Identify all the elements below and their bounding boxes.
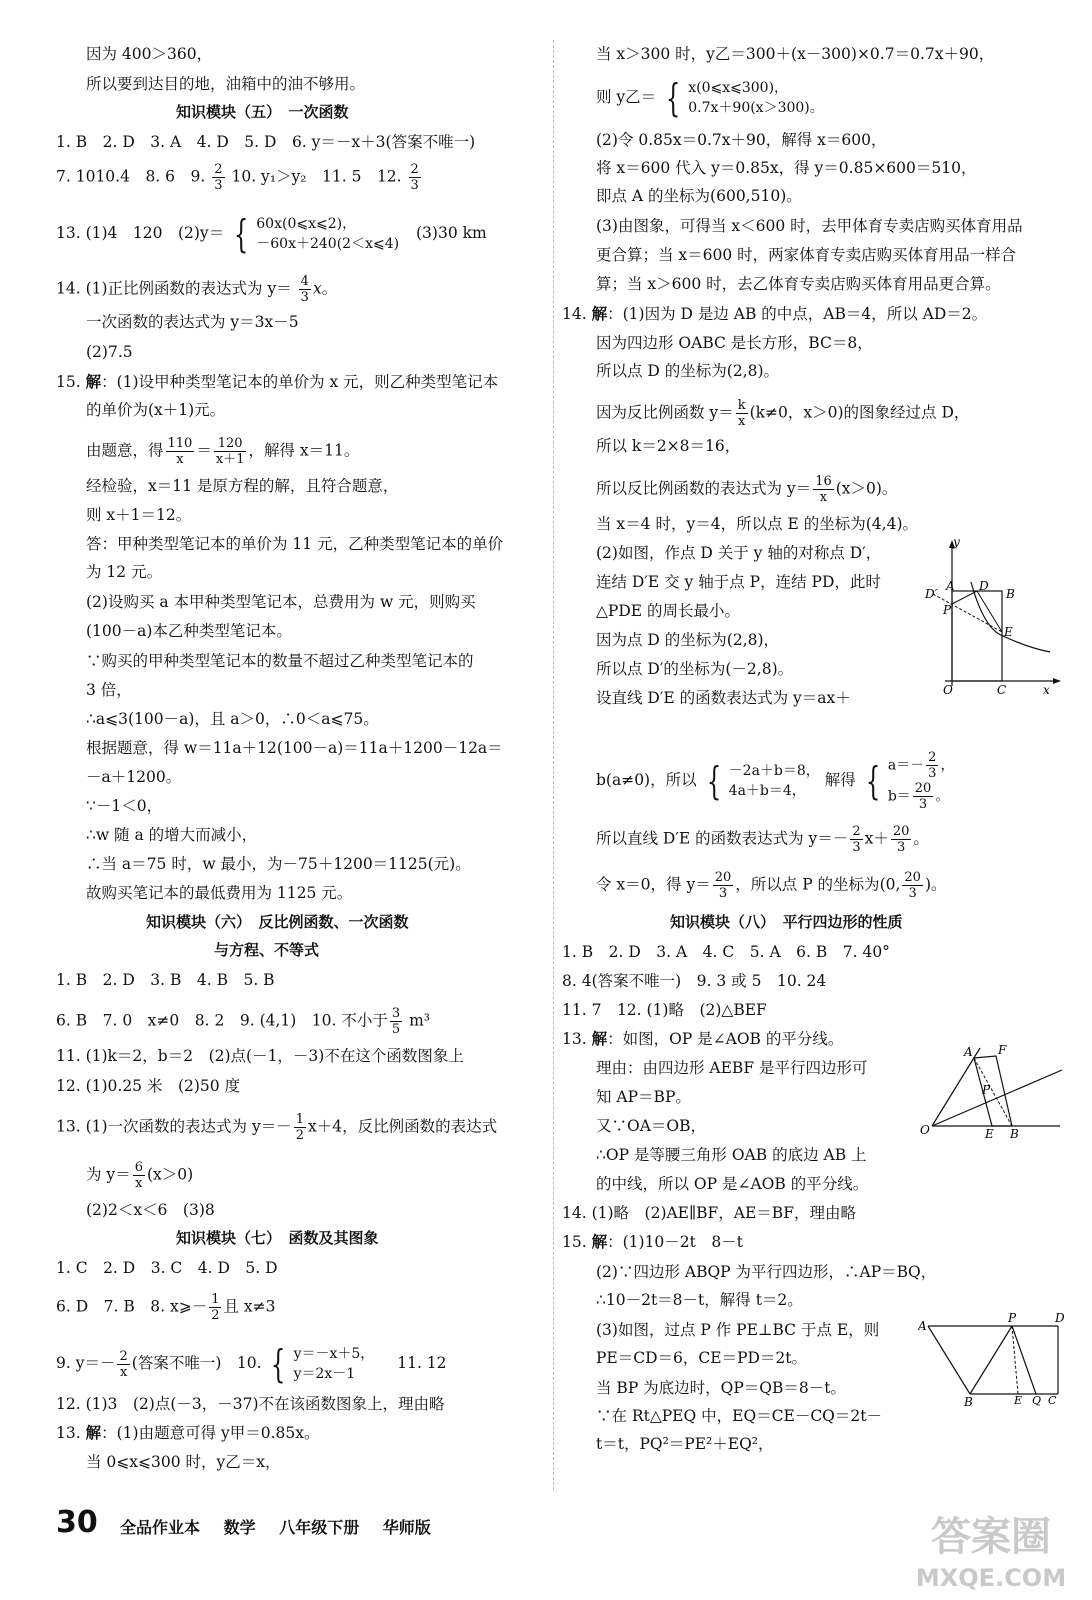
fraction: $\frac{4}{3}$ — [300, 274, 309, 305]
answer-text: ：(1)设甲种类型笔记本的单价为 x 元，则乙种类型笔记本 — [101, 373, 499, 391]
fraction: $\frac{6}{x}$ — [134, 1160, 143, 1191]
answer-line: 13. (1)一次函数的表达式为 y＝－ $\frac{1}{2}$ x＋4，反比例函数的表达式 — [56, 1112, 498, 1143]
label-b: B — [1010, 1127, 1019, 1141]
answer-line: 1. B 2. D 3. A 4. D 5. D 6. y＝－x＋3(答案不唯一) — [56, 133, 476, 151]
label-e: E — [985, 1127, 994, 1141]
section-heading-7: 知识模块（七） 函数及其图象 — [176, 1229, 379, 1247]
text-line: 设直线 D′E 的函数表达式为 y＝ax＋ — [596, 689, 851, 707]
text-line: 当 BP 为底边时，QP＝QB＝8－t。 — [596, 1379, 846, 1397]
text-line: 为 12 元。 — [86, 563, 163, 581]
watermark-logo — [896, 1500, 1086, 1595]
label-c: C — [1048, 1394, 1057, 1407]
text-line: (100－a)本乙种类型笔记本。 — [86, 622, 292, 640]
answer-line: 8. 4(答案不唯一) 9. 3 或 5 10. 24 — [562, 972, 827, 990]
answer-line: 12. (1)0.25 米 (2)50 度 — [56, 1077, 241, 1095]
text-line: 因为反比例函数 y＝ $\frac{k}{x}$ (k≠0，x＞0)的图象经过点 D， — [596, 398, 970, 429]
text-line: b(a≠0)，所以 { －2a＋b＝8， 4a＋b＝4， 解得 { a＝－ $\frac{2}{3}$ ， b＝ $\frac{20}{3}$ 。 — [596, 750, 955, 812]
fraction: $\frac{120}{x+1}$ — [215, 436, 245, 467]
text-line: (3)由图象，可得当 x＜600 时，去甲体育专卖店购买体育用品 — [596, 217, 1023, 235]
text-line: 的中线，所以 OP 是∠AOB 的平分线。 — [596, 1175, 869, 1193]
label-q: Q — [1032, 1394, 1042, 1407]
text-line: (2)设购买 a 本甲种类型笔记本，总费用为 w 元，则购买 — [86, 593, 476, 611]
book-grade: 八年级下册 — [279, 1518, 360, 1537]
text-line: 根据题意，得 w＝11a＋12(100－a)＝11a＋1200－12a＝ — [86, 739, 503, 757]
text-line: ∴OP 是等腰三角形 OAB 的底边 AB 上 — [596, 1146, 867, 1164]
rectangle-oabc — [952, 591, 1002, 681]
label-y: y — [953, 536, 960, 549]
text-line: 经检验，x＝11 是原方程的解，且符合题意， — [86, 477, 399, 495]
text-line: 的单价为(x＋1)元。 — [86, 401, 226, 419]
answer-text: 7. 1010.4 8. 6 9. — [56, 167, 206, 186]
text-line: 当 x＞300 时，y乙＝300＋(x－300)×0.7＝0.7x＋90， — [596, 45, 995, 63]
x-axis-arrow — [1053, 678, 1061, 684]
label-p: P — [982, 1083, 991, 1097]
answer-line: 6. B 7. 0 x≠0 8. 2 9. (4,1) 10. 不小于 $\frac{3}{5}$ m³ — [56, 1006, 431, 1037]
text-line: △PDE 的周长最小。 — [596, 602, 741, 620]
text-line: 将 x＝600 代入 y＝0.85x，得 y＝0.85×600＝510， — [596, 159, 977, 177]
figure-trapezoid — [918, 1312, 1068, 1408]
text-line: 答：甲种类型笔记本的单价为 11 元，乙种类型笔记本的单价 — [86, 535, 504, 553]
watermark-bottom: MXQE.COM — [915, 1564, 1067, 1592]
label-x: x — [1043, 683, 1050, 696]
answer-text: 14. (1)正比例函数的表达式为 y＝ — [56, 279, 292, 298]
text-line: 当 x＝4 时，y＝4，所以点 E 的坐标为(4,4)。 — [596, 515, 918, 533]
watermark-top: 答案圈 — [931, 1514, 1051, 1560]
solution-system: a＝－ $\frac{2}{3}$ ， b＝ $\frac{20}{3}$ 。 — [887, 750, 955, 812]
line-bp — [970, 1326, 1012, 1394]
text-line: 一次函数的表达式为 y＝3x－5 — [86, 313, 299, 331]
fraction: $\frac{3}{5}$ — [391, 1006, 401, 1037]
answer-line: 6. D 7. B 8. x⩾－ $\frac{1}{2}$ 且 x≠3 — [56, 1292, 276, 1323]
answer-line: 14. (1)略 (2)AE∥BF，AE＝BF，理由略 — [562, 1204, 856, 1222]
answer-line: 11. (1)k＝2，b＝2 (2)点(－1，－3)不在这个函数图象上 — [56, 1047, 464, 1065]
answer-line: 1. B 2. D 3. B 4. B 5. B — [56, 971, 275, 989]
section-heading-6-cont: 与方程、不等式 — [214, 941, 320, 959]
text-line: 则 y乙＝ { x(0⩽x⩽300)， 0.7x＋90(x＞300)。 — [596, 76, 824, 120]
text-line: 因为四边形 OABC 是长方形，BC＝8， — [596, 334, 873, 352]
label-f: F — [998, 1043, 1007, 1057]
text-line: 由题意，得 $\frac{110}{x}$ ＝ $\frac{120}{x+1}$ ，解得 x＝11。 — [86, 436, 360, 467]
ray-oa — [932, 1048, 980, 1126]
brace: { — [865, 759, 881, 803]
answer-line: 12. (1)3 (2)点(－3，－37)不在该函数图象上，理由略 — [56, 1395, 445, 1413]
label-e: E — [1004, 625, 1013, 639]
text-line: 3 倍， — [86, 681, 132, 699]
label-a: A — [964, 1045, 973, 1059]
text-line: ∵－1＜0， — [86, 797, 163, 815]
book-subject: 数学 — [223, 1518, 256, 1537]
answer-line: 15. 解：(1)10－2t 8－t — [562, 1232, 743, 1251]
answer-line: 1. C 2. D 3. C 4. D 5. D — [56, 1259, 278, 1277]
label-b: B — [1006, 587, 1015, 601]
text-line: 令 x＝0，得 y＝ $\frac{20}{3}$ ，所以点 P 的坐标为(0, $\frac{20}{3}$ )。 — [596, 870, 947, 901]
label-b: B — [964, 1395, 973, 1408]
text-line: (2)7.5 — [86, 343, 133, 361]
label-p: P — [1008, 1312, 1017, 1325]
line-ab — [928, 1326, 970, 1394]
text-line: 又∵OA＝OB， — [596, 1117, 706, 1135]
text-line: 理由：由四边形 AEBF 是平行四边形可 — [596, 1059, 868, 1077]
label-a: A — [918, 1319, 927, 1333]
text-line: 为 y＝ $\frac{6}{x}$ (x＞0) — [86, 1160, 194, 1191]
solution-label: 解 — [85, 372, 102, 391]
label-o: O — [920, 1123, 930, 1137]
line-pq — [1012, 1326, 1036, 1394]
text-line: (3)如图，过点 P 作 PE⊥BC 于点 E，则 — [596, 1321, 880, 1339]
text-line: 更合算；当 x＝600 时，两家体育专卖店购买体育用品一样合 — [596, 246, 1017, 264]
text-line: 所以点 D 的坐标为(2,8)。 — [596, 362, 780, 380]
section-heading-5: 知识模块（五） 一次函数 — [176, 103, 349, 121]
answer-line — [56, 162, 423, 193]
segment-ab — [974, 1058, 1012, 1126]
text-line: PE＝CD＝6，CE＝PD＝2t。 — [596, 1349, 808, 1367]
text-line: －a＋1200。 — [86, 768, 182, 786]
figure-coordinate-graph — [925, 536, 1065, 696]
question-number: 15. — [56, 373, 81, 391]
text-line: 连结 D′E 交 y 轴于点 P，连结 PD，此时 — [596, 573, 881, 591]
book-edition: 华师版 — [382, 1518, 431, 1537]
text-line: ∴当 a＝75 时，w 最小，为－75＋1200＝1125(元)。 — [86, 855, 471, 873]
text-line: 所以直线 D′E 的函数表达式为 y＝－ $\frac{2}{3}$ x＋ $\frac{20}{3}$ 。 — [596, 824, 929, 855]
text-line: 算；当 x＞600 时，去乙体育专卖店购买体育用品更合算。 — [596, 275, 1001, 293]
label-d: D — [1055, 1312, 1065, 1325]
label-e: E — [1014, 1394, 1023, 1407]
answer-text: (3)30 km — [416, 224, 487, 242]
text-line: 当 0⩽x⩽300 时，y乙＝x， — [86, 1453, 281, 1471]
fraction: $\frac{2}{3}$ — [410, 162, 419, 193]
brace: { — [665, 76, 681, 120]
piecewise-system — [256, 214, 399, 254]
system-row: 60x(0⩽x⩽2)， — [256, 216, 357, 232]
text-line: t＝t，PQ²＝PE²＋EQ²， — [596, 1435, 774, 1453]
fraction: $\frac{1}{2}$ — [295, 1112, 304, 1143]
equation-system: y＝－x＋5， y＝2x－1 — [293, 1346, 375, 1382]
label-d: D — [979, 579, 989, 593]
page-number: 30 — [56, 1505, 98, 1540]
text-line: 所以反比例函数的表达式为 y＝ $\frac{16}{x}$ (x＞0)。 — [596, 474, 898, 505]
answer-text: 10. y₁＞y₂ 11. 5 12. — [231, 167, 402, 186]
label-o: O — [943, 683, 953, 696]
text-line: (2)令 0.85x＝0.7x＋90，解得 x＝600， — [596, 131, 887, 149]
answer-line: 11. 7 12. (1)略 (2)△BEF — [562, 1001, 767, 1019]
brace: { — [706, 759, 721, 803]
book-title: 全品作业本 — [120, 1518, 201, 1537]
brace: { — [233, 212, 249, 256]
label-d-prime: D′ — [925, 587, 938, 601]
text-line: ∵在 Rt△PEQ 中，EQ＝CE－CQ＝2t－ — [596, 1407, 882, 1425]
answer-line: 13. 解：如图，OP 是∠AOB 的平分线。 — [562, 1029, 844, 1048]
book-info — [120, 1515, 449, 1538]
fraction: $\frac{2}{x}$ — [119, 1348, 128, 1380]
answer-text: 13. (1)4 120 (2)y＝ — [56, 224, 225, 242]
answer-line — [56, 214, 487, 254]
text-line: 故购买笔记本的最低费用为 1125 元。 — [86, 884, 353, 902]
text-line: 则 x＋1＝12。 — [86, 506, 192, 524]
section-heading-6: 知识模块（六） 反比例函数、一次函数 — [146, 913, 409, 931]
brace: { — [271, 1342, 286, 1386]
bisector-op — [932, 1070, 1062, 1126]
answer-line: 13. 解：(1)由题意可得 y甲＝0.85x。 — [56, 1423, 320, 1442]
text-line: 所以要到达目的地，油箱中的油不够用。 — [86, 75, 366, 93]
answer-line — [56, 372, 498, 392]
fraction: $\frac{1}{2}$ — [211, 1292, 220, 1323]
label-p: P — [943, 603, 952, 617]
fraction: $\frac{k}{x}$ — [737, 398, 746, 429]
column-divider — [553, 40, 555, 1490]
text-line: ∴a⩽3(100－a)，且 a＞0，∴0＜a⩽75。 — [86, 710, 379, 728]
equation-system: －2a＋b＝8， 4a＋b＝4， — [728, 763, 820, 799]
text-line: 因为 400＞360， — [86, 45, 213, 63]
section-heading-8: 知识模块（八） 平行四边形的性质 — [670, 913, 903, 931]
text-line: ∴10－2t＝8－t，解得 t＝2。 — [596, 1291, 803, 1309]
text-line: (2)2＜x＜6 (3)8 — [86, 1201, 215, 1219]
text-line: 因为点 D 的坐标为(2,8)， — [596, 631, 780, 649]
answer-line: 14. 解：(1)因为 D 是边 AB 的中点，AB＝4，所以 AD＝2。 — [562, 304, 988, 323]
text-line: 所以 k＝2×8＝16， — [596, 437, 741, 455]
text-line: ∴w 随 a 的增大而减小， — [86, 826, 258, 844]
text-line: 知 AP＝BP。 — [596, 1088, 691, 1106]
fraction: $\frac{2}{3}$ — [214, 162, 223, 193]
text-line: (2)∵四边形 ABQP 为平行四边形，∴AP＝BQ， — [596, 1263, 937, 1281]
fraction: $\frac{110}{x}$ — [167, 436, 193, 467]
text-line: (2)如图，作点 D 关于 y 轴的对称点 D′， — [596, 544, 882, 562]
answer-line: 1. B 2. D 3. A 4. C 5. A 6. B 7. 40° — [562, 943, 890, 961]
text-line: ∵购买的甲种类型笔记本的数量不超过乙种类型笔记本的 — [86, 652, 474, 670]
line-pd — [952, 591, 977, 604]
label-c: C — [997, 683, 1007, 696]
text-line: 所以点 D′的坐标为(－2,8)。 — [596, 660, 794, 678]
text-line: 即点 A 的坐标为(600,510)。 — [596, 187, 802, 205]
piecewise-system: x(0⩽x⩽300)， 0.7x＋90(x＞300)。 — [688, 80, 824, 116]
label-a: A — [946, 579, 955, 593]
fraction: $\frac{16}{x}$ — [815, 474, 832, 505]
system-row: －60x＋240(2＜x⩽4) — [256, 236, 400, 252]
figure-parallelogram-bisector — [920, 1040, 1065, 1145]
answer-line: 9. y＝－ $\frac{2}{x}$ (答案不唯一) 10. { y＝－x＋5， y＝2x－1 11. 12 — [56, 1342, 447, 1386]
answer-line: 14. (1)正比例函数的表达式为 y＝ $\frac{4}{3}$ x。 — [56, 274, 338, 305]
